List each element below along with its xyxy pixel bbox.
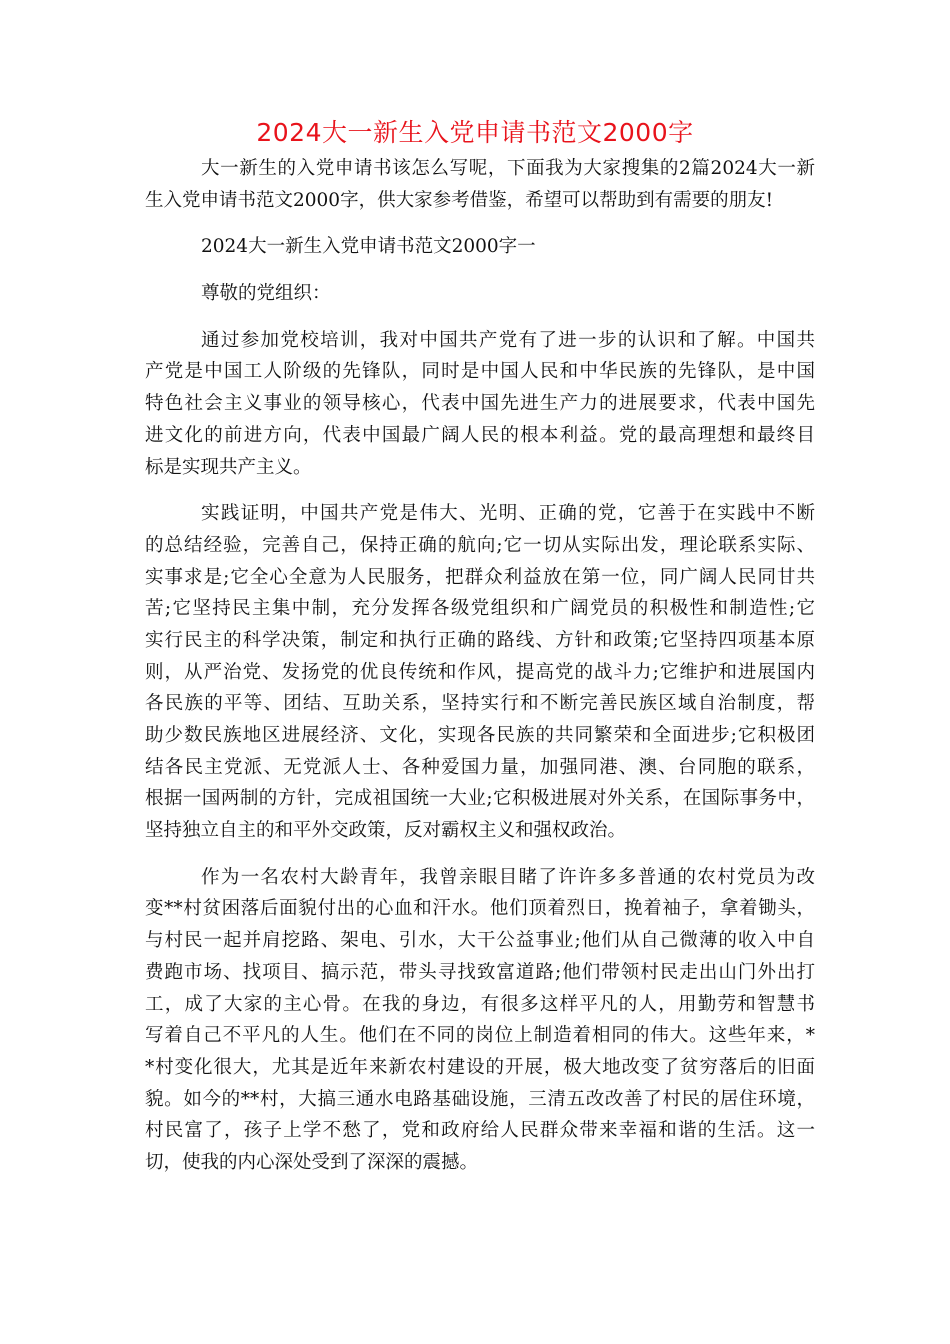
spacer: [145, 483, 815, 498]
paragraph-line: 变**村贫困落后面貌付出的心血和汗水。他们顶着烈日，挽着袖子，拿着锄头，: [145, 898, 815, 920]
document-body: [145, 153, 815, 1179]
paragraph-line: 的总结经验，完善自己，保持正确的航向;它一切从实际出发，理论联系实际、: [145, 534, 815, 556]
paragraph-line: 实践证明，中国共产党是伟大、光明、正确的党，它善于在实践中不断: [201, 503, 815, 525]
spacer: [145, 847, 815, 862]
paragraph-line: 结各民主党派、无党派人士、各种爱国力量，加强同港、澳、台同胞的联系，: [145, 756, 815, 778]
paragraph-line: 产党是中国工人阶级的先锋队，同时是中国人民和中华民族的先锋队，是中国: [145, 361, 815, 383]
paragraph-line: 写着自己不平凡的人生。他们在不同的岗位上制造着相同的伟大。这些年来，*: [145, 1025, 815, 1047]
section-heading: 2024大一新生入党申请书范文2000字一: [201, 236, 536, 258]
paragraph-line: 作为一名农村大龄青年，我曾亲眼目睹了许许多多普通的农村党员为改: [201, 866, 815, 888]
paragraph-line: 助少数民族地区进展经济、文化，实现各民族的共同繁荣和全面进步;它积极团: [145, 725, 815, 746]
paragraph-line: 通过参加党校培训，我对中国共产党有了进一步的认识和了解。中国共: [201, 329, 815, 351]
paragraph-line: 苦;它坚持民主集中制，充分发挥各级党组织和广阔党员的积极性和制造性;它: [145, 598, 815, 620]
paragraph-line: 进文化的前进方向，代表中国最广阔人民的根本利益。党的最高理想和最终目: [145, 424, 815, 446]
intro-line: 大一新生的入党申请书该怎么写呢，下面我为大家搜集的2篇2024大一新: [201, 158, 815, 179]
salutation: 尊敬的党组织：: [201, 283, 331, 305]
paragraph-line: 切，使我的内心深处受到了深深的震撼。: [145, 1151, 479, 1173]
paragraph-line: 各民族的平等、团结、互助关系，坚持实行和不断完善民族区域自治制度，帮: [145, 693, 815, 715]
paragraph-line: 村民富了，孩子上学不愁了，党和政府给人民群众带来幸福和谐的生活。这一: [145, 1120, 815, 1142]
document-title: 2024大一新生入党申请书范文2000字: [256, 118, 694, 147]
paragraph-line: 坚持独立自主的和平外交政策，反对霸权主义和强权政治。: [145, 820, 627, 842]
paragraph-3: [145, 862, 815, 1179]
paragraph-line: 根据一国两制的方针，完成祖国统一大业;它积极进展对外关系，在国际事务中，: [145, 788, 815, 810]
paragraph-line: 特色社会主义事业的领导核心，代表中国先进生产力的进展要求，代表中国先: [145, 393, 815, 415]
spacer: [145, 263, 815, 278]
spacer: [145, 310, 815, 325]
paragraph-line: 实事求是;它全心全意为人民服务，把群众利益放在第一位，同广阔人民同甘共: [145, 566, 815, 588]
paragraph-line: 费跑市场、找项目、搞示范，带头寻找致富道路;他们带领村民走出山门外出打: [145, 961, 815, 983]
paragraph-line: 实行民主的科学决策，制定和执行正确的路线、方针和政策;它坚持四项基本原: [145, 629, 815, 651]
spacer: [145, 216, 815, 231]
paragraph-line: 标是实现共产主义。: [145, 456, 312, 478]
paragraph-2: [145, 498, 815, 847]
paragraph-line: 则，从严治党、发扬党的优良传统和作风，提高党的战斗力;它维护和进展国内: [145, 661, 815, 683]
paragraph-line: 工，成了大家的主心骨。在我的身边，有很多这样平凡的人，用勤劳和智慧书: [145, 993, 815, 1015]
paragraph-line: 貌。如今的**村，大搞三通水电路基础设施，三清五改改善了村民的居住环境，: [145, 1088, 815, 1110]
paragraph-line: *村变化很大，尤其是近年来新农村建设的开展，极大地改变了贫穷落后的旧面: [145, 1056, 815, 1078]
intro-line: 生入党申请书范文2000字，供大家参考借鉴，希望可以帮助到有需要的朋友!: [145, 189, 774, 211]
paragraph-1: [145, 325, 815, 483]
intro-paragraph: [145, 153, 815, 216]
paragraph-line: 与村民一起并肩挖路、架电、引水，大干公益事业;他们从自己微薄的收入中自: [145, 930, 815, 952]
